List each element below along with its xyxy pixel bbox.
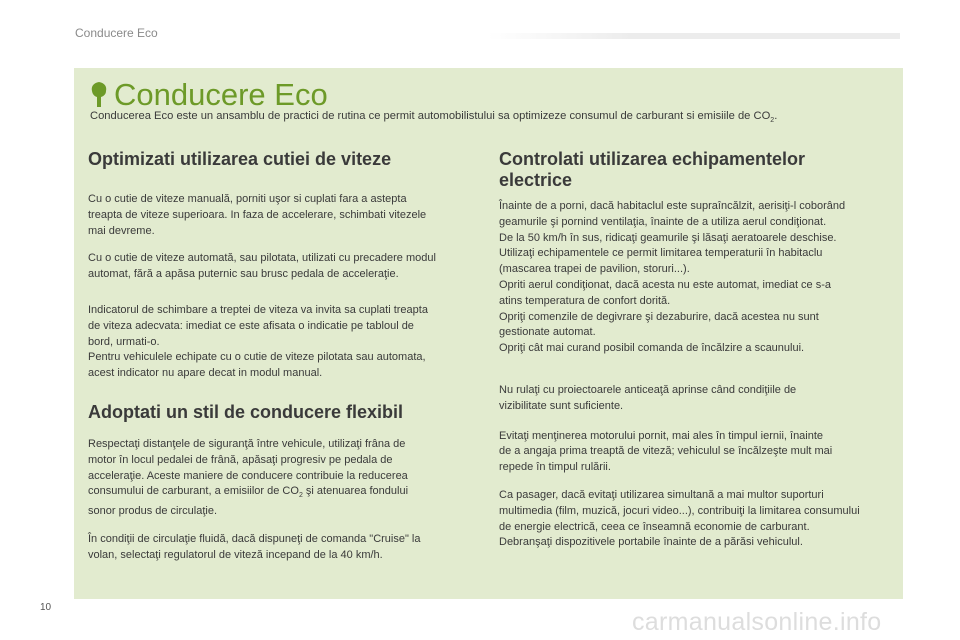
paragraph-safe-distance xyxy=(88,437,473,520)
text-line: mai devreme. xyxy=(88,224,155,237)
text-line: multimedia (film, muzică, jocuri video...), contribuiţi la limitarea consumului xyxy=(499,504,860,517)
text-line: Opriti aerul condiţionat, dacă acesta nu este automat, imediat ce s-a xyxy=(499,278,832,291)
heading-line: Controlati utilizarea echipamentelor xyxy=(499,149,806,169)
text-line: Respectaţi distanţele de siguranţă între vehicule, utilizaţi frâna de xyxy=(88,437,406,450)
text-line: Nu rulaţi cu proiectoarele anticeaţă aprinse când condiţiile de xyxy=(499,383,797,396)
text-line: Opriţi cât mai curand posibil comanda de încălzire a scaunului. xyxy=(499,342,805,355)
right-column xyxy=(499,149,899,551)
header-rule xyxy=(488,33,900,39)
text-line xyxy=(88,484,473,504)
text-line: acest indicator nu apare decat in modul manual. xyxy=(88,367,323,380)
eco-title-block xyxy=(90,77,328,113)
text-line: volan, selectaţi regulatorul de viteză incepand de la 40 km/h. xyxy=(88,548,383,561)
paragraph-engine-idle xyxy=(499,429,899,476)
heading-electrical xyxy=(499,149,899,191)
paragraph-ventilation xyxy=(499,199,899,357)
watermark: carmanualsonline.info xyxy=(632,608,882,636)
leaf-icon xyxy=(90,81,108,109)
text-line: automat, fără a apăsa puternic sau brusc pedala de acceleraţie. xyxy=(88,268,399,281)
paragraph-fog-lights xyxy=(499,383,899,415)
text-line: vizibilitate sunt suficiente. xyxy=(499,399,624,412)
page-title: Conducere Eco xyxy=(114,77,328,112)
text-line: gestionate automat. xyxy=(499,326,596,339)
heading-driving-style: Adoptati un stil de conducere flexibil xyxy=(88,401,404,422)
text-line: geamurile şi pornind ventilaţia, înainte de a utiliza aerul condiţionat. xyxy=(499,215,827,228)
text-line: Înainte de a porni, dacă habitaclul este supraîncălzit, aerisiţi-l coborând xyxy=(499,200,846,212)
text-line: bord, urmati-o. xyxy=(88,335,160,348)
co2-text-after: şi atenuarea fondului xyxy=(302,485,409,498)
text-line: Indicatorul de schimbare a treptei de viteza va invita sa cuplati treapta xyxy=(88,303,428,316)
text-line: treapta de viteze superioara. In faza de accelerare, schimbati vitezele xyxy=(88,208,427,221)
text-line: Cu o cutie de viteze automată, sau pilotata, utilizati cu precadere modul xyxy=(88,252,436,265)
text-line: motor în locul pedalei de frână, apăsaţi progresiv pe pedala de xyxy=(88,453,393,466)
text-line: atins temperatura de confort dorită. xyxy=(499,294,671,307)
paragraph-gear-indicator xyxy=(88,303,473,382)
paragraph-automatic-gearbox xyxy=(88,251,473,283)
text-line: sonor produs de circulaţie. xyxy=(88,505,218,518)
text-line: Pentru vehiculele echipate cu o cutie de viteze pilotata sau automata, xyxy=(88,351,426,364)
text-line: (mascarea trapei de pavilion, storuri...). xyxy=(499,263,690,276)
text-line: De la 50 km/h în sus, ridicaţi geamurile şi lăsaţi aeratoarele deschise. xyxy=(499,231,837,244)
intro-end: . xyxy=(774,110,778,122)
text-line: Opriţi comenzile de degivrare şi dezaburire, dacă acestea nu sunt xyxy=(499,310,819,323)
left-column xyxy=(88,149,473,564)
co2-text: consumului de carburant, a emisiilor de CO xyxy=(88,485,299,498)
heading-gearbox: Optimizati utilizarea cutiei de viteze xyxy=(88,149,392,169)
text-line: Debranşaţi dispozitivele portabile înainte de a părăsi vehiculul. xyxy=(499,536,803,549)
text-line: Ca pasager, dacă evitaţi utilizarea simultană a mai multor suporturi xyxy=(499,488,824,501)
intro-subscript: 2 xyxy=(770,117,775,125)
page-number: 10 xyxy=(40,602,52,613)
text-line: În condiţii de circulaţie fluidă, dacă dispuneţi de comanda "Cruise" la xyxy=(88,533,421,546)
co2-subscript: 2 xyxy=(298,492,303,500)
running-header: Conducere Eco xyxy=(75,26,158,40)
text-line: Cu o cutie de viteze manuală, porniti uşor si cuplati fara a astepta xyxy=(88,193,407,205)
heading-line: electrice xyxy=(499,170,573,190)
text-line: de a angaja prima treaptă de viteză; vehiculul se încălzeşte mult mai xyxy=(499,445,833,458)
text-line: Evitaţi menţinerea motorului pornit, mai ales în timpul iernii, înainte xyxy=(499,429,824,442)
text-line: repede în timpul rulării. xyxy=(499,461,611,474)
text-line: de energie electrică, ceea ce înseamnă economie de carburant. xyxy=(499,520,810,533)
paragraph-manual-gearbox xyxy=(88,192,473,239)
text-line: de viteza adecvata: imediat ce este afisata o indicatie pe tabloul de xyxy=(88,319,414,332)
paragraph-cruise-control xyxy=(88,532,473,564)
text-line: Utilizaţi echipamentele ce permit limitarea temperaturii în habitaclu xyxy=(499,247,823,260)
intro-text xyxy=(90,109,890,128)
text-line: acceleraţie. Aceste maniere de conducere contribuie la reducerea xyxy=(88,469,408,482)
intro-main: Conducerea Eco este un ansamblu de practici de rutina ce permit automobilistului sa optimizeze consumul de carburant si emisiile de CO xyxy=(90,110,771,122)
paragraph-multimedia xyxy=(499,488,899,551)
